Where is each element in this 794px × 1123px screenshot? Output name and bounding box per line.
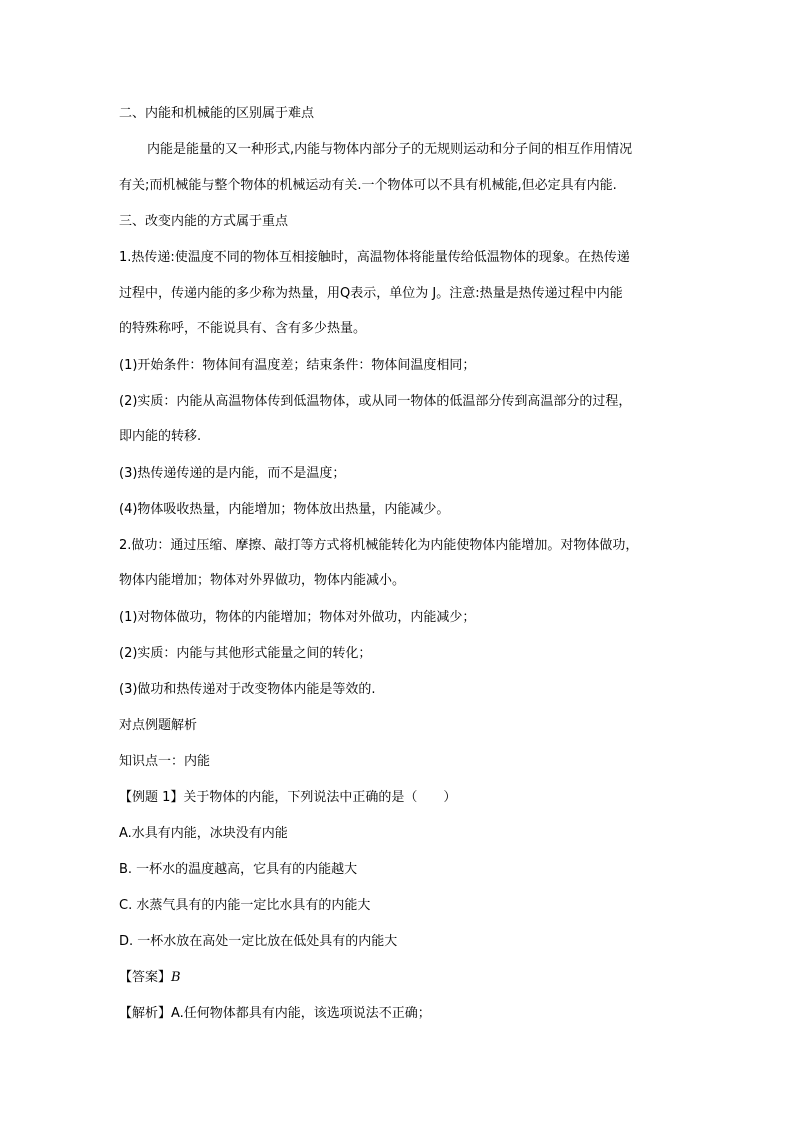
option-b: B. 一杯水的温度越高，它具有的内能越大 xyxy=(119,862,358,877)
heat-transfer-item-3: (3)热传递传递的是内能，而不是温度； xyxy=(119,466,346,481)
answer-line xyxy=(119,969,679,987)
work-item-1: (1)对物体做功，物体的内能增加；物体对外做功，内能减少； xyxy=(119,610,476,625)
section3-heading: 三、改变内能的方式属于重点 xyxy=(119,214,289,229)
explanation-line: 【解析】A.任何物体都具有内能，该选项说法不正确； xyxy=(119,1006,431,1021)
heat-transfer-item-1: (1)开始条件：物体间有温度差；结束条件：物体间温度相同； xyxy=(119,358,476,373)
option-a: A.水具有内能，冰块没有内能 xyxy=(119,826,288,841)
heat-transfer-line-1: 1.热传递:使温度不同的物体互相接触时，高温物体将能量传给低温物体的现象。在热传递 xyxy=(119,250,630,265)
option-c: C. 水蒸气具有的内能一定比水具有的内能大 xyxy=(119,898,371,913)
answer-label: 【答案】 xyxy=(119,970,172,985)
answer-value: B xyxy=(171,970,181,985)
example-question: 【例题 1】关于物体的内能，下列说法中正确的是（ ） xyxy=(119,790,457,805)
heat-transfer-item-2-line-1: (2)实质：内能从高温物体传到低温物体，或从同一物体的低温部分传到高温部分的过程， xyxy=(119,394,632,409)
section2-heading: 二、内能和机械能的区别属于难点 xyxy=(119,106,315,121)
heat-transfer-line-2: 过程中，传递内能的多少称为热量，用Q表示，单位为 J。注意:热量是热传递过程中内能 xyxy=(119,286,623,301)
analysis-heading: 对点例题解析 xyxy=(119,718,198,733)
section2-paragraph-line-2: 有关;而机械能与整个物体的机械运动有关.一个物体可以不具有机械能,但必定具有内能. xyxy=(119,178,617,193)
heat-transfer-item-2-line-2: 即内能的转移. xyxy=(119,429,202,444)
knowledge-point: 知识点一：内能 xyxy=(119,754,211,769)
work-line-1: 2.做功：通过压缩、摩擦、敲打等方式将机械能转化为内能使物体内能增加。对物体做功， xyxy=(119,538,639,553)
work-line-2: 物体内能增加；物体对外界做功，物体内能减小。 xyxy=(119,573,406,588)
work-item-2: (2)实质：内能与其他形式能量之间的转化； xyxy=(119,646,372,661)
heat-transfer-item-4: (4)物体吸收热量，内能增加；物体放出热量，内能减少。 xyxy=(119,502,450,517)
option-d: D. 一杯水放在高处一定比放在低处具有的内能大 xyxy=(119,934,398,949)
section2-paragraph-line-1: 内能是能量的又一种形式,内能与物体内部分子的无规则运动和分子间的相互作用情况 xyxy=(147,142,633,157)
work-item-3: (3)做功和热传递对于改变物体内能是等效的. xyxy=(119,682,376,697)
heat-transfer-line-3: 的特殊称呼，不能说具有、含有多少热量。 xyxy=(119,321,367,336)
